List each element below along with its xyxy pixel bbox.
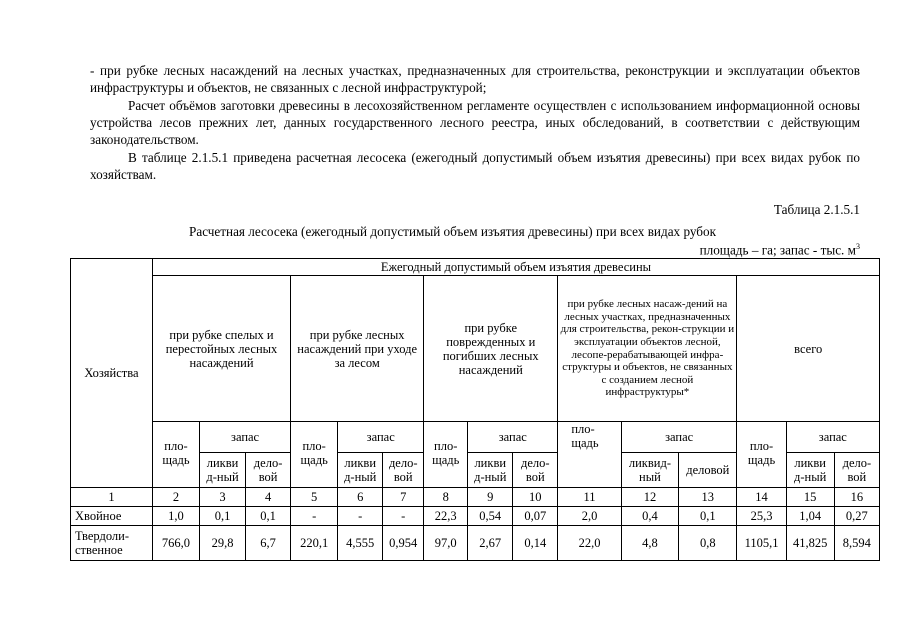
liquid-line1: ликвид- xyxy=(628,456,671,470)
cell: - xyxy=(338,507,383,526)
cell: 0,1 xyxy=(246,507,291,526)
header-area-top: пло- xyxy=(424,422,468,453)
header-farms: Хозяйства xyxy=(71,259,153,488)
header-liquid xyxy=(621,453,678,488)
header-business xyxy=(383,453,424,488)
column-number: 1 xyxy=(71,488,153,507)
cell: 1,04 xyxy=(786,507,834,526)
business-line1: дело- xyxy=(521,456,550,470)
business-line2: вой xyxy=(525,470,545,484)
column-number: 6 xyxy=(338,488,383,507)
row-name: Хвойное xyxy=(71,507,153,526)
allowable-cut-table xyxy=(70,258,880,561)
header-stock: запас xyxy=(468,422,558,453)
column-number: 5 xyxy=(291,488,338,507)
table-row xyxy=(71,526,880,561)
header-stock: запас xyxy=(200,422,291,453)
header-area-top: пло- xyxy=(737,422,786,453)
column-number: 8 xyxy=(424,488,468,507)
cell: 4,555 xyxy=(338,526,383,561)
business-line2: вой xyxy=(393,470,413,484)
header-business xyxy=(513,453,558,488)
header-area-bottom: щадь xyxy=(291,453,338,488)
header-liquid xyxy=(786,453,834,488)
header-stock: запас xyxy=(786,422,879,453)
column-number: 13 xyxy=(679,488,737,507)
units-superscript: 3 xyxy=(856,242,860,251)
header-area-bottom: щадь xyxy=(152,453,199,488)
header-stock: запас xyxy=(621,422,737,453)
column-number: 16 xyxy=(834,488,879,507)
table-label: Таблица 2.1.5.1 xyxy=(773,202,860,217)
table-title: Расчетная лесосека (ежегодный допустимый объем изъятия древесины) при всех видах рубок xyxy=(189,224,716,239)
header-stock: запас xyxy=(338,422,424,453)
column-number: 15 xyxy=(786,488,834,507)
header-area-top: пло- xyxy=(152,422,199,453)
table-row xyxy=(71,507,880,526)
cell: 2,67 xyxy=(468,526,513,561)
column-number-row xyxy=(71,488,880,507)
header-main: Ежегодный допустимый объем изъятия древесины xyxy=(152,259,879,276)
cell: 2,0 xyxy=(558,507,621,526)
header-area-line2: щадь xyxy=(571,436,599,450)
cell: 766,0 xyxy=(152,526,199,561)
column-number: 7 xyxy=(383,488,424,507)
liquid-line2: д-ный xyxy=(474,470,507,484)
cell: 29,8 xyxy=(200,526,246,561)
header-area-bottom: щадь xyxy=(424,453,468,488)
column-number: 2 xyxy=(152,488,199,507)
cell: 25,3 xyxy=(737,507,786,526)
column-number: 14 xyxy=(737,488,786,507)
business-line1: дело- xyxy=(253,456,283,470)
cell: 22,0 xyxy=(558,526,621,561)
header-business xyxy=(834,453,879,488)
column-number: 10 xyxy=(513,488,558,507)
cell: 0,27 xyxy=(834,507,879,526)
header-group-construction: при рубке лесных насаж-дений на лесных участках, предназначенных для строительства, рекон-струкции и эксплуатации объектов лесной, лесопе-рерабатывающей инфра-структуры и объектов, не связанных с созданием лесной инфраструктуры* xyxy=(558,276,737,422)
cell: 0,07 xyxy=(513,507,558,526)
column-number: 12 xyxy=(621,488,678,507)
cell: 6,7 xyxy=(246,526,291,561)
row-name: Твердоли-ственное xyxy=(71,526,153,561)
business-line2: вой xyxy=(847,470,867,484)
cell: 41,825 xyxy=(786,526,834,561)
cell: - xyxy=(383,507,424,526)
cell: 220,1 xyxy=(291,526,338,561)
paragraph-table-reference: В таблице 2.1.5.1 приведена расчетная лесосека (ежегодный допустимый объем изъятия древесины) при всех видах рубок по хозяйствам. xyxy=(90,150,860,182)
units-text: площадь – га; запас - тыс. м xyxy=(699,242,856,258)
paragraph-infrastructure: - при рубке лесных насаждений на лесных участках, предназначенных для строительства, реконструкции и эксплуатации объектов инфраструктуры и объектов, не связанных с лесной инфраструктурой; xyxy=(90,63,860,95)
cell: 0,14 xyxy=(513,526,558,561)
business-line2: вой xyxy=(258,470,278,484)
header-business: деловой xyxy=(679,453,737,488)
cell: 0,1 xyxy=(200,507,246,526)
header-area-bottom: щадь xyxy=(737,453,786,488)
cell: 8,594 xyxy=(834,526,879,561)
cell: 1105,1 xyxy=(737,526,786,561)
liquid-line1: ликви xyxy=(344,456,377,470)
header-group-thinning: при рубке лесных насаждений при уходе за лесом xyxy=(291,276,424,422)
liquid-line1: ликви xyxy=(206,456,239,470)
liquid-line2: ный xyxy=(639,470,661,484)
liquid-line1: ликви xyxy=(474,456,507,470)
header-liquid xyxy=(200,453,246,488)
header-liquid xyxy=(338,453,383,488)
column-number: 4 xyxy=(246,488,291,507)
header-area-full xyxy=(558,422,621,453)
column-number: 11 xyxy=(558,488,621,507)
business-line1: дело- xyxy=(388,456,418,470)
header-group-total: всего xyxy=(737,276,880,422)
cell: 0,4 xyxy=(621,507,678,526)
header-business xyxy=(246,453,291,488)
header-area-empty xyxy=(558,453,621,488)
cell: 22,3 xyxy=(424,507,468,526)
liquid-line2: д-ный xyxy=(344,470,377,484)
header-group-damaged: при рубке поврежденных и погибших лесных насаждений xyxy=(424,276,558,422)
cell: 0,954 xyxy=(383,526,424,561)
liquid-line2: д-ный xyxy=(206,470,239,484)
cell: 97,0 xyxy=(424,526,468,561)
cell: 1,0 xyxy=(152,507,199,526)
cell: - xyxy=(291,507,338,526)
cell: 0,8 xyxy=(679,526,737,561)
header-group-mature: при рубке спелых и перестойных лесных насаждений xyxy=(152,276,290,422)
liquid-line1: ликви xyxy=(794,456,826,470)
header-area-top: пло- xyxy=(291,422,338,453)
column-number: 3 xyxy=(200,488,246,507)
cell: 0,1 xyxy=(679,507,737,526)
header-area-line1: пло- xyxy=(571,422,595,436)
business-line1: дело- xyxy=(842,456,872,470)
cell: 4,8 xyxy=(621,526,678,561)
paragraph-calculation: Расчет объёмов заготовки древесины в лесохозяйственном регламенте осуществлен с использованием информационной основы устройства лесов прежних лет, данных государственного лесного реестра, иных обследований, в соответствии с действующим законодательством. xyxy=(90,98,860,147)
cell: 0,54 xyxy=(468,507,513,526)
liquid-line2: д-ный xyxy=(794,470,827,484)
header-liquid xyxy=(468,453,513,488)
column-number: 9 xyxy=(468,488,513,507)
table-units xyxy=(700,242,860,258)
